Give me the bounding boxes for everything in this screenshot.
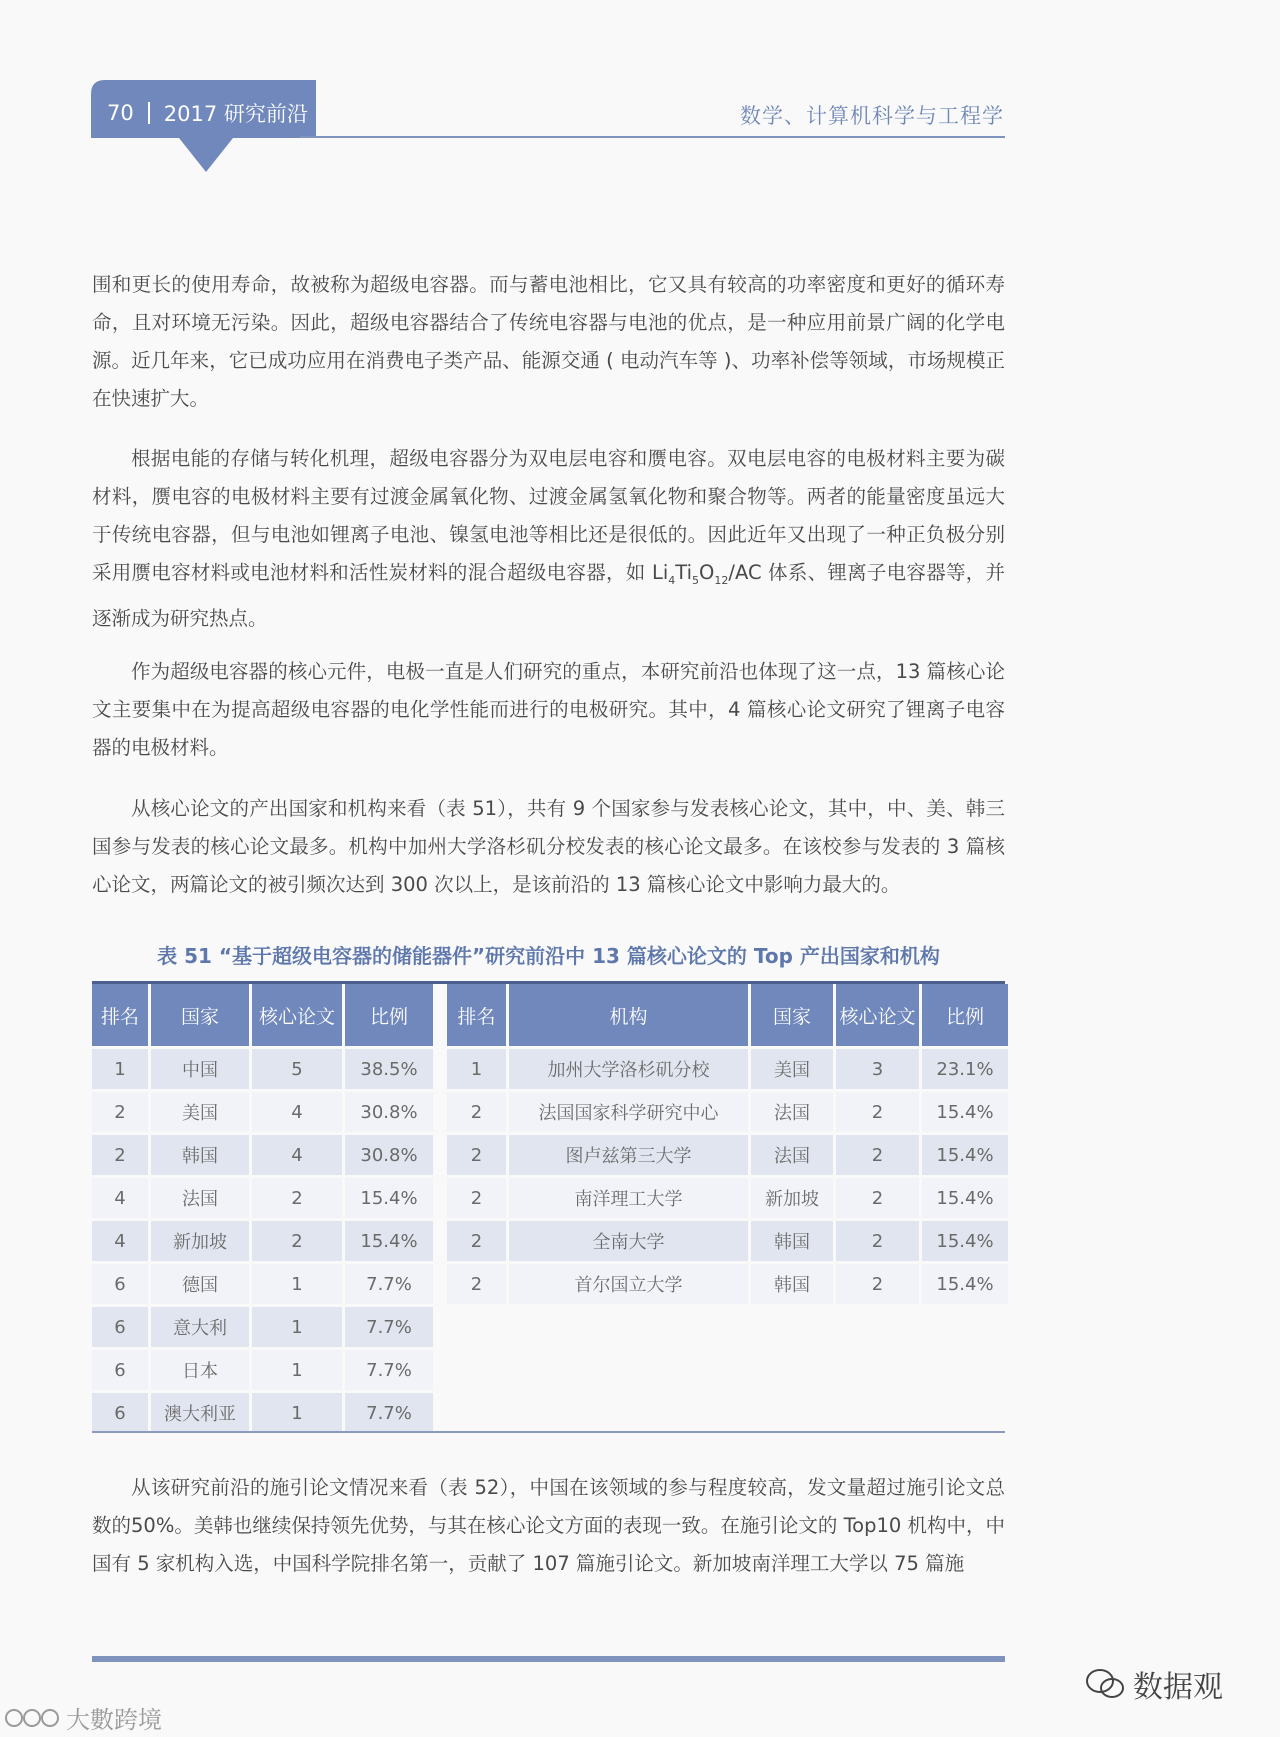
country-table-cell: 澳大利亚 bbox=[151, 1393, 249, 1436]
country-table-cell: 新加坡 bbox=[151, 1221, 249, 1264]
institution-table-cell: 加州大学洛杉矶分校 bbox=[509, 1049, 748, 1092]
watermark-right bbox=[1085, 1662, 1223, 1706]
header-separator bbox=[148, 102, 150, 124]
country-table-cell: 1 bbox=[92, 1049, 148, 1092]
country-table-cell: 15.4% bbox=[345, 1178, 433, 1221]
institution-table-cell: 全南大学 bbox=[509, 1221, 748, 1264]
country-table-cell: 德国 bbox=[151, 1264, 249, 1307]
paragraph-2-block bbox=[92, 440, 1005, 638]
wechat-icon bbox=[1085, 1668, 1125, 1700]
country-table-cell: 38.5% bbox=[345, 1049, 433, 1092]
institution-table-cell: 2 bbox=[447, 1092, 506, 1135]
institution-table-cell: 1 bbox=[447, 1049, 506, 1092]
country-table-cell: 4 bbox=[252, 1092, 342, 1135]
institution-table-cell: 15.4% bbox=[922, 1221, 1008, 1264]
institution-table-cell: 3 bbox=[836, 1049, 919, 1092]
paragraph-4-block bbox=[92, 790, 1005, 904]
institution-table-cell: 2 bbox=[836, 1178, 919, 1221]
country-table-cell: 6 bbox=[92, 1393, 148, 1436]
institution-table-cell: 15.4% bbox=[922, 1092, 1008, 1135]
country-table-cell: 1 bbox=[252, 1350, 342, 1393]
country-table-cell: 4 bbox=[92, 1221, 148, 1264]
institution-table-row bbox=[447, 1178, 1008, 1221]
country-table-cell: 1 bbox=[252, 1307, 342, 1350]
institution-table-cell: 美国 bbox=[751, 1049, 833, 1092]
paragraph-3: 作为超级电容器的核心元件，电极一直是人们研究的重点，本研究前沿也体现了这一点，13 篇核心论文主要集中在为提高超级电容器的电化学性能而进行的电极研究。其中，4 篇核心论文研究了锂离子电容器的电极材料。 bbox=[92, 660, 1005, 759]
chemical-formula: $Li_4Ti_5O_{12}/AC$ bbox=[652, 561, 762, 587]
footer-rule bbox=[92, 1656, 1005, 1662]
country-table-row bbox=[92, 1178, 433, 1221]
paragraph-5: 从该研究前沿的施引论文情况来看（表 52），中国在该领域的参与程度较高，发文量超过施引论文总数的50%。美韩也继续保持领先优势，与其在核心论文方面的表现一致。在施引论文的 Top10 机构中，中国有 5 家机构入选，中国科学院排名第一，贡献了 107 篇施引论文。新加坡南洋理工大学以 75 篇施 bbox=[92, 1476, 1005, 1575]
country-table-header bbox=[92, 984, 433, 1049]
country-table-cell: 7.7% bbox=[345, 1393, 433, 1436]
logo-icon bbox=[4, 1704, 60, 1732]
institution-table-cell: 2 bbox=[836, 1264, 919, 1307]
country-table-cell: 2 bbox=[92, 1092, 148, 1135]
country-table-cell: 4 bbox=[92, 1178, 148, 1221]
country-table-cell: 1 bbox=[252, 1264, 342, 1307]
institution-table-cell: 2 bbox=[836, 1092, 919, 1135]
paragraph-4: 从核心论文的产出国家和机构来看（表 51），共有 9 个国家参与发表核心论文，其中，中、美、韩三国参与发表的核心论文最多。机构中加州大学洛杉矶分校发表的核心论文最多。在该校参与发表的 3 篇核心论文，两篇论文的被引频次达到 300 次以上，是该前沿的 13 篇核心论文中影响力最大的。 bbox=[92, 797, 1005, 896]
country-table-row bbox=[92, 1264, 433, 1307]
country-table-cell: 30.8% bbox=[345, 1135, 433, 1178]
institution-table-cell: 首尔国立大学 bbox=[509, 1264, 748, 1307]
institution-table-header-cell: 排名 bbox=[447, 984, 506, 1049]
country-table-header-cell: 比例 bbox=[345, 984, 433, 1049]
institution-table-header-cell: 比例 bbox=[922, 984, 1008, 1049]
section-title: 数学、计算机科学与工程学 bbox=[740, 104, 1004, 128]
institution-table-cell: 法国 bbox=[751, 1135, 833, 1178]
paragraph-5-block bbox=[92, 1469, 1005, 1583]
institution-table-cell: 15.4% bbox=[922, 1264, 1008, 1307]
country-table-cell: 2 bbox=[252, 1221, 342, 1264]
institution-table-cell: 2 bbox=[836, 1221, 919, 1264]
institution-table-cell: 2 bbox=[836, 1135, 919, 1178]
country-table-cell: 30.8% bbox=[345, 1092, 433, 1135]
institution-table-cell: 2 bbox=[447, 1264, 506, 1307]
institution-table-cell: 新加坡 bbox=[751, 1178, 833, 1221]
paragraph-2-part-a: 根据电能的存储与转化机理，超级电容器分为双电层电容和赝电容。双电层电容的电极材料主要为碳材料，赝电容的电极材料主要有过渡金属氧化物、过渡金属氢氧化物和聚合物等。两者的能量密度虽远大于传统电容器，但与电池如锂离子电池、镍氢电池等相比还是很低的。因此近年又出现了一种正负极分别采用赝电容材料或电池材料和活性炭材料的混合超级电容器，如 bbox=[92, 447, 1005, 584]
institution-table-cell: 2 bbox=[447, 1135, 506, 1178]
institution-table-row bbox=[447, 1049, 1008, 1092]
institution-table-row bbox=[447, 1221, 1008, 1264]
country-table-cell: 15.4% bbox=[345, 1221, 433, 1264]
country-table-row bbox=[92, 1092, 433, 1135]
country-table-row bbox=[92, 1393, 433, 1436]
paragraph-3-block bbox=[92, 653, 1005, 767]
country-table-cell: 5 bbox=[252, 1049, 342, 1092]
country-table-cell: 4 bbox=[252, 1135, 342, 1178]
institution-table-cell: 法国 bbox=[751, 1092, 833, 1135]
country-table-header-cell: 国家 bbox=[151, 984, 249, 1049]
paragraph-2 bbox=[92, 440, 1005, 638]
country-table-header-cell: 排名 bbox=[92, 984, 148, 1049]
institution-table-cell: 韩国 bbox=[751, 1264, 833, 1307]
country-table-cell: 意大利 bbox=[151, 1307, 249, 1350]
country-table-cell: 韩国 bbox=[151, 1135, 249, 1178]
country-table-row bbox=[92, 1049, 433, 1092]
watermark-left bbox=[4, 1700, 162, 1735]
table-caption: 表 51 “基于超级电容器的储能器件”研究前沿中 13 篇核心论文的 Top 产出国家和机构 bbox=[157, 944, 940, 968]
institution-table-cell: 南洋理工大学 bbox=[509, 1178, 748, 1221]
paragraph-2-part-b: 体系、锂离子电容器等，并逐渐成为研究热点。 bbox=[92, 561, 1006, 630]
institution-table-body bbox=[447, 1049, 1008, 1307]
country-table-cell: 7.7% bbox=[345, 1350, 433, 1393]
country-table-row bbox=[92, 1350, 433, 1393]
institution-table bbox=[444, 984, 1011, 1307]
institution-table-cell: 2 bbox=[447, 1221, 506, 1264]
watermark-right-text: 数据观 bbox=[1133, 1670, 1223, 1705]
country-table-cell: 7.7% bbox=[345, 1264, 433, 1307]
country-table-cell: 美国 bbox=[151, 1092, 249, 1135]
table-bottom-rule bbox=[92, 1431, 1005, 1433]
institution-table-header-cell: 机构 bbox=[509, 984, 748, 1049]
country-table-cell: 6 bbox=[92, 1350, 148, 1393]
country-table-header-cell: 核心论文 bbox=[252, 984, 342, 1049]
paragraph-1: 围和更长的使用寿命，故被称为超级电容器。而与蓄电池相比，它又具有较高的功率密度和更好的循环寿命，且对环境无污染。因此，超级电容器结合了传统电容器与电池的优点，是一种应用前景广阔的化学电源。近几年来，它已成功应用在消费电子类产品、能源交通 ( 电动汽车等 )、功率补偿等领域，市场规模正在快速扩大。 bbox=[92, 273, 1005, 410]
institution-table-header bbox=[447, 984, 1008, 1049]
country-table-row bbox=[92, 1221, 433, 1264]
institution-table-cell: 15.4% bbox=[922, 1178, 1008, 1221]
country-table bbox=[89, 984, 436, 1436]
institution-table-cell: 23.1% bbox=[922, 1049, 1008, 1092]
country-table-cell: 6 bbox=[92, 1264, 148, 1307]
country-table-cell: 2 bbox=[92, 1135, 148, 1178]
country-table-cell: 法国 bbox=[151, 1178, 249, 1221]
institution-table-cell: 韩国 bbox=[751, 1221, 833, 1264]
paragraph-1-block bbox=[92, 266, 1005, 418]
country-table-cell: 7.7% bbox=[345, 1307, 433, 1350]
page-number: 70 bbox=[107, 101, 134, 125]
header-left bbox=[107, 98, 308, 128]
country-table-cell: 2 bbox=[252, 1178, 342, 1221]
country-table-cell: 1 bbox=[252, 1393, 342, 1436]
country-table-row bbox=[92, 1307, 433, 1350]
institution-table-row bbox=[447, 1264, 1008, 1307]
institution-table-cell: 15.4% bbox=[922, 1135, 1008, 1178]
country-table-cell: 中国 bbox=[151, 1049, 249, 1092]
header-rule bbox=[300, 136, 1005, 138]
country-table-row bbox=[92, 1135, 433, 1178]
country-table-cell: 6 bbox=[92, 1307, 148, 1350]
institution-table-cell: 法国国家科学研究中心 bbox=[509, 1092, 748, 1135]
institution-table-cell: 图卢兹第三大学 bbox=[509, 1135, 748, 1178]
country-table-body bbox=[92, 1049, 433, 1436]
institution-table-row bbox=[447, 1135, 1008, 1178]
institution-table-cell: 2 bbox=[447, 1178, 506, 1221]
institution-table-header-cell: 国家 bbox=[751, 984, 833, 1049]
country-table-cell: 日本 bbox=[151, 1350, 249, 1393]
watermark-left-text: 大數跨境 bbox=[66, 1706, 162, 1734]
institution-table-row bbox=[447, 1092, 1008, 1135]
book-title: 2017 研究前沿 bbox=[163, 102, 308, 126]
institution-table-header-cell: 核心论文 bbox=[836, 984, 919, 1049]
